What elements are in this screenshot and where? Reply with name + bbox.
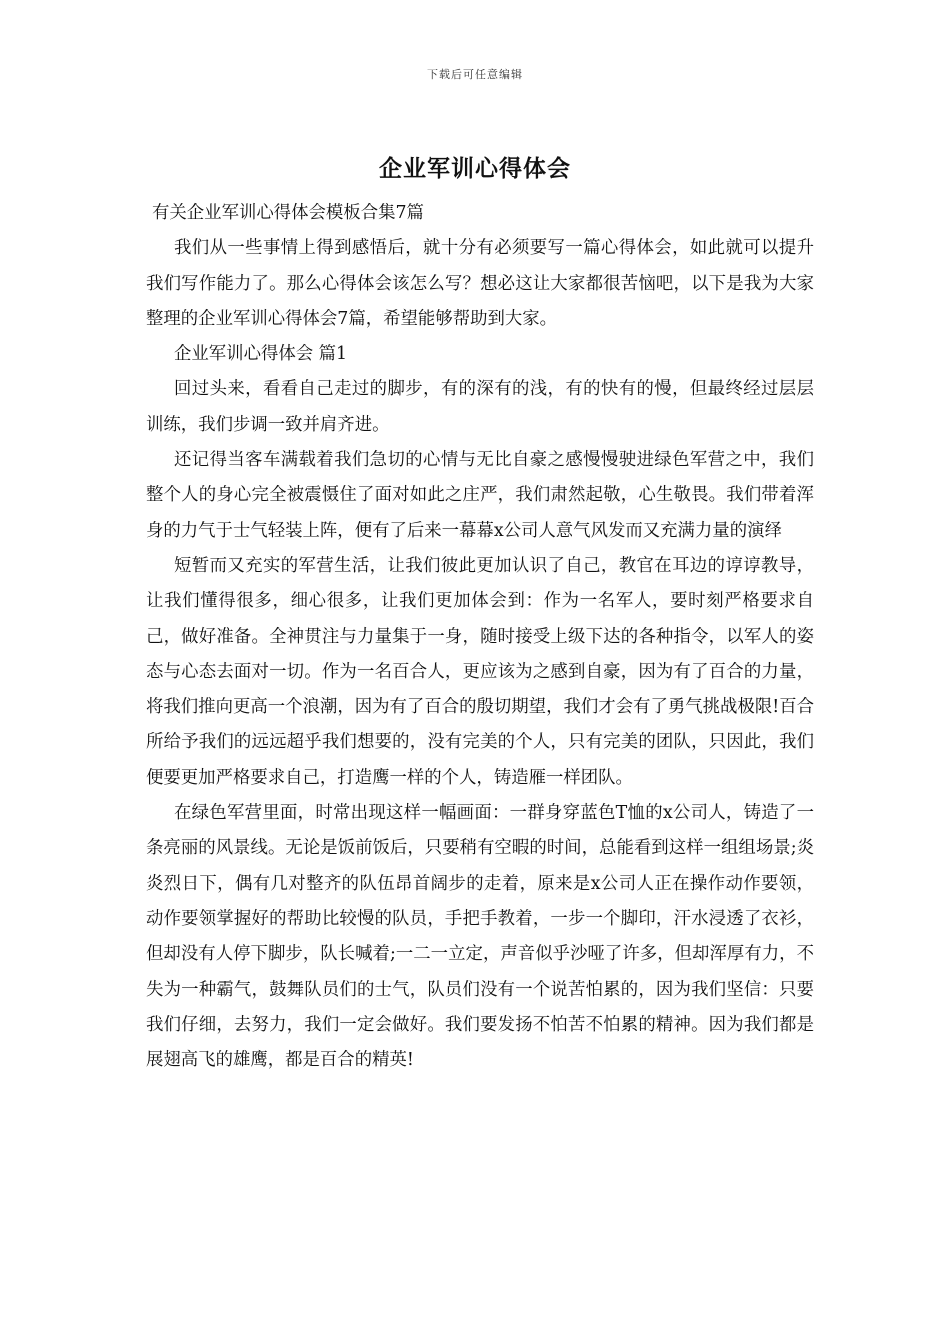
body-paragraph: 回过头来，看看自己走过的脚步，有的深有的浅，有的快有的慢，但最终经过层层训练，我们步调一致并肩齐进。 [146,379,814,435]
header-note: 下载后可任意编辑 [427,68,523,81]
body-paragraph: 短暂而又充实的军营生活，让我们彼此更加认识了自己，教官在耳边的谆谆教导，让我们懂得很多，细心很多，让我们更加体会到：作为一名军人，要时刻严格要求自己，做好准备。全神贯注与力量集于一身，随时接受上级下达的各种指令，以军人的姿态与心态去面对一切。作为一名百合人，更应该为之感到自豪，因为有了百合的力量，将我们推向更高一个浪潮，因为有了百合的殷切期望，我们才会有了勇气挑战极限!百合所给予我们的远远超乎我们想要的，没有完美的个人，只有完美的团队，只因此，我们便要更加严格要求自己，打造鹰一样的个人，铸造雁一样团队。 [146,555,814,788]
intro-paragraph: 我们从一些事情上得到感悟后，就十分有必须要写一篇心得体会，如此就可以提升我们写作能力了。那么心得体会该怎么写？想必这让大家都很苦恼吧，以下是我为大家整理的企业军训心得体会7篇，希望能够帮助到大家。 [146,238,814,329]
document-subtitle: 有关企业军训心得体会模板合集7篇 [152,203,424,223]
section-heading: 企业军训心得体会 篇1 [174,344,348,365]
body-paragraph: 在绿色军营里面，时常出现这样一幅画面：一群身穿蓝色T恤的x公司人，铸造了一条亮丽的风景线。无论是饭前饭后，只要稍有空暇的时间，总能看到这样一组组场景;炎炎烈日下，偶有几对整齐的队伍昂首阔步的走着，原来是x公司人正在操作动作要领，动作要领掌握好的帮助比较慢的队员，手把手教着，一步一个脚印，汗水浸透了衣衫，但却没有人停下脚步，队长喊着;一二一立定，声音似乎沙哑了许多，但却浑厚有力，不失为一种霸气，鼓舞队员们的士气，队员们没有一个说苦怕累的，因为我们坚信：只要我们仔细，去努力，我们一定会做好。我们要发扬不怕苦不怕累的精神。因为我们都是展翅高飞的雄鹰，都是百合的精英! [146,803,814,1071]
document-body [146,196,814,1078]
body-paragraph: 还记得当客车满载着我们急切的心情与无比自豪之感慢慢驶进绿色军营之中，我们整个人的身心完全被震慑住了面对如此之庄严，我们肃然起敬，心生敬畏。我们带着浑身的力气于士气轻装上阵，便有了后来一幕幕x公司人意气风发而又充满力量的演绎 [146,450,814,541]
document-title: 企业军训心得体会 [379,155,571,182]
